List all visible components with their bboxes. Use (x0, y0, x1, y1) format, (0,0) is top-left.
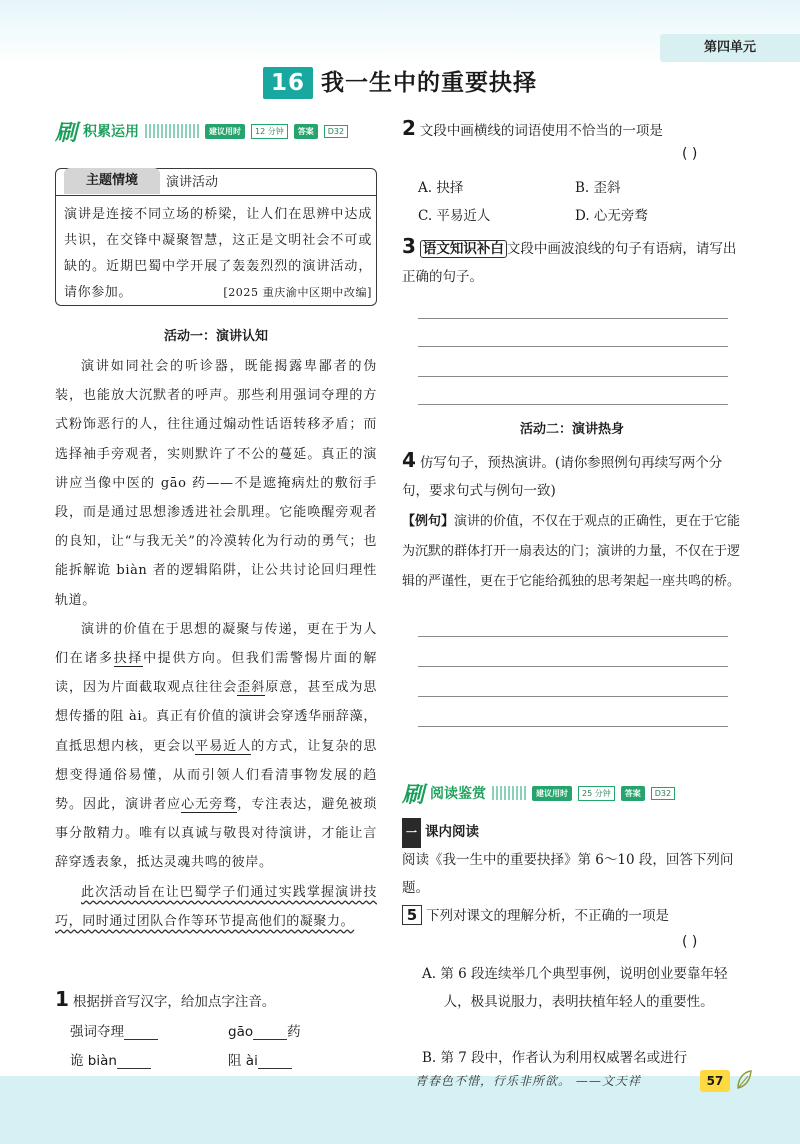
option-d[interactable]: D. 心无旁骛 (575, 208, 648, 224)
divider (56, 195, 376, 196)
underlined-word: 心无旁骛 (181, 797, 238, 813)
time-value: 25 分钟 (578, 786, 615, 801)
passage-paragraph-1: 演讲如同社会的听诊器，既能揭露卑鄙者的伪装，也能放大沉默者的呼声。那些利用强词夺理的方式粉饰恶行的人，往往通过煽动性话语转移矛盾；而选择袖手旁观者，实则默许了不公的蔓延。真正的演讲应当像中医的 gāo 药——不是遮掩病灶的敷衍手段，而是通过思想渗透进社会肌理。它能唤醒旁观者的良知，让“与我无关”的冷漠转化为行动的勇气；也能拆解诡 biàn 者的逻辑陷阱，让公共讨论回归理性轨道。 (55, 359, 377, 608)
question-4 (402, 446, 742, 505)
theme-source: [2025 重庆渝中区期中改编] (223, 286, 372, 299)
option-c[interactable]: C. 平易近人 (418, 208, 491, 224)
unit-label: 第四单元 (660, 34, 800, 62)
reading-intro: 阅读《我一生中的重要抉择》第 6～10 段，回答下列问题。 (402, 852, 734, 896)
question-text: 仿写句子，预热演讲。(请你参照例句再续写两个分句，要求句式与例句一致) (402, 455, 723, 499)
passage (55, 352, 377, 936)
brush-icon: 刷 (402, 782, 425, 808)
reading-tag: 一 (402, 818, 421, 848)
theme-label: 主题情境 (64, 168, 160, 194)
stripes-decor (492, 786, 526, 800)
underlined-word: 平易近人 (195, 738, 252, 754)
stripes-decor (145, 124, 199, 138)
question-number: 2 (402, 116, 416, 140)
question-number: 4 (402, 448, 416, 472)
theme-value: 演讲活动 (166, 175, 219, 190)
answer-line[interactable] (418, 376, 728, 377)
fill-item[interactable]: gāo 药 (228, 1024, 301, 1040)
question-text: 下列对课文的理解分析，不正确的一项是 (426, 908, 669, 924)
question-1 (55, 985, 377, 1016)
option-b[interactable]: B. 歪斜 (575, 180, 621, 196)
answer-label: 答案 (621, 786, 645, 801)
knowledge-tag: 语文知识补白 (420, 240, 507, 258)
fill-item[interactable]: 强词夺理 (70, 1020, 158, 1040)
section-header-accumulate (55, 118, 348, 144)
footer-band (0, 1076, 800, 1144)
footer-quote: 青春色不惜，行乐非所欲。 ——文天祥 (415, 1074, 641, 1088)
underlined-word: 歪斜 (237, 680, 266, 696)
answer-line[interactable] (418, 696, 728, 697)
brush-icon: 刷 (55, 120, 78, 146)
theme-box (55, 168, 377, 306)
question-5 (402, 902, 742, 930)
answer-line[interactable] (418, 636, 728, 637)
answer-paren[interactable]: ( ) (682, 934, 698, 950)
section-name: 积累运用 (83, 124, 140, 140)
reading-heading (402, 818, 742, 848)
answer-line[interactable] (418, 666, 728, 667)
example-text: 演讲的价值，不仅在于观点的正确性，更在于它能为沉默的群体打开一扇表达的门；演讲的力量，不仅在于逻辑的严谨性，更在于它能给孤独的思考架起一座共鸣的桥。 (402, 514, 741, 589)
section-name: 阅读鉴赏 (430, 786, 487, 802)
lesson-number: 16 (263, 67, 313, 99)
question-text: 文段中画波浪线的句子有语病，请写出正确的句子。 (402, 241, 737, 285)
underlined-word: 抉择 (113, 651, 144, 667)
question-3 (402, 232, 742, 291)
time-label: 建议用时 (205, 124, 245, 139)
question-number: 3 (402, 234, 416, 258)
activity-one-title: 活动一：演讲认知 (163, 329, 268, 344)
answer-line[interactable] (418, 346, 728, 347)
question-number: 5 (402, 905, 422, 925)
answer-line[interactable] (418, 318, 728, 319)
page-title (0, 64, 800, 99)
question-text: 根据拼音写汉字，给加点字注音。 (72, 994, 276, 1010)
theme-body: 演讲是连接不同立场的桥梁，让人们在思辨中达成共识，在交锋中凝聚智慧，这正是文明社会不可或缺的。近期巴蜀中学开展了轰轰烈烈的演讲活动，请你参加。 (64, 207, 372, 300)
answer-paren[interactable]: ( ) (682, 146, 698, 162)
time-value: 12 分钟 (251, 124, 288, 139)
answer-page: D32 (324, 125, 348, 138)
leaf-icon (734, 1068, 754, 1092)
page-number: 57 (700, 1070, 730, 1092)
example-label: 【例句】 (402, 514, 455, 529)
theme-text (64, 202, 372, 306)
time-label: 建议用时 (532, 786, 572, 801)
example-sentence (402, 507, 742, 597)
passage-paragraph-3: 此次活动旨在让巴蜀学子们通过实践掌握演讲技巧，同时通过团队合作等环节提高他们的凝聚力。 (55, 884, 377, 929)
activity-two-title: 活动二：演讲热身 (519, 422, 624, 437)
passage-paragraph-2: 演讲的价值在于思想的凝聚与传递，更在于为人们在诸多抉择中提供方向。但我们需警惕片面的解读，因为片面截取观点往往会歪斜原意，甚至成为思想传播的阻 ài。真正有价值的演讲会穿透华丽辞藻，直抵思想内核，更会以平易近人的方式，让复杂的思想变得通俗易懂，从而引领人们看清事物发展的趋势。因此，演讲者应心无旁骛，专注表达，避免被琐事分散精力。唯有以真诚与敬畏对待演讲，才能让言辞穿透表象，抵达灵魂共鸣的彼岸。 (55, 621, 377, 871)
fill-item[interactable]: 阻 ài (228, 1049, 292, 1069)
question-2 (402, 114, 742, 145)
reading-heading-text: 课内阅读 (425, 824, 479, 840)
question-text: 文段中画横线的词语使用不恰当的一项是 (419, 123, 663, 139)
option-a[interactable]: A. 第 6 段连续举几个典型事例，说明创业要靠年轻人，极具说服力，表明扶植年轻人的重要性。 (422, 966, 728, 1010)
lesson-title-text: 我一生中的重要抉择 (321, 70, 537, 96)
section-header-reading (402, 780, 675, 806)
fill-item[interactable]: 诡 biàn (70, 1049, 151, 1069)
answer-label: 答案 (294, 124, 318, 139)
answer-line[interactable] (418, 726, 728, 727)
question-number: 1 (55, 987, 69, 1011)
option-b[interactable]: B. 第 7 段中，作者认为利用权威署名或进行 (422, 1050, 688, 1066)
answer-page: D32 (651, 787, 675, 800)
answer-line[interactable] (418, 404, 728, 405)
option-a[interactable]: A. 抉择 (418, 180, 464, 196)
